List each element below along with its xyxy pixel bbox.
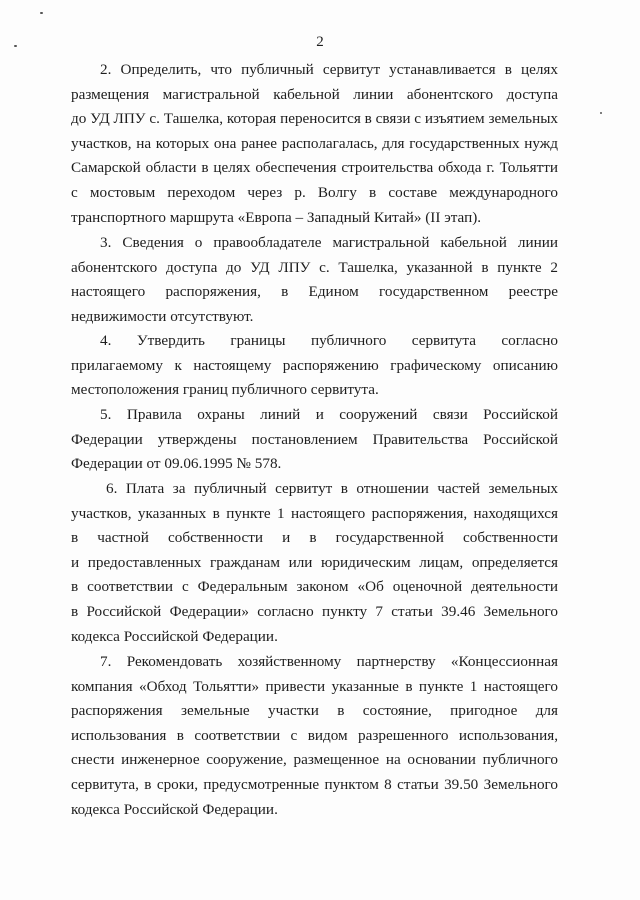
text-line: прилагаемому к настоящему распоряжению графическому описанию <box>71 356 558 374</box>
text-line: размещения магистральной кабельной линии абонентского доступа <box>71 85 558 103</box>
scan-speck <box>40 12 43 14</box>
text-line: 4. Утвердить границы публичного сервитута согласно <box>100 332 558 349</box>
text-line: распоряжения земельные участки в состояние, пригодное для <box>71 702 558 720</box>
text-line: сервитута, в сроки, предусмотренные пунктом 8 статьи 39.50 Земельного <box>71 775 558 793</box>
text-line: компания «Обход Тольятти» привести указанные в пункте 1 настоящего <box>71 677 558 695</box>
text-line: с мостовым переходом через р. Волгу в составе международного <box>71 183 558 201</box>
text-line: 3. Сведения о правообладателе магистральной кабельной линии <box>100 234 558 251</box>
text-line: в соответствии с Федеральным законом «Об оценочной деятельности <box>71 578 558 596</box>
text-line: настоящего распоряжения, в Едином государственном реестре <box>71 283 558 301</box>
paragraph-7 <box>71 650 558 822</box>
text-line: кодекса Российской Федерации. <box>71 627 278 645</box>
text-line: использования в соответствии с видом разрешенного использования, <box>71 726 558 744</box>
text-line: местоположения границ публичного сервитута. <box>71 381 379 399</box>
text-line: 6. Плата за публичный сервитут в отношении частей земельных <box>106 480 558 497</box>
paragraph-3 <box>71 231 558 329</box>
text-line: Самарской области в целях обеспечения строительства обхода г. Тольятти <box>71 159 558 177</box>
text-line: транспортного маршрута «Европа – Западный Китай» (II этап). <box>71 208 482 226</box>
text-line: кодекса Российской Федерации. <box>71 800 278 818</box>
scan-speck <box>600 112 602 114</box>
paragraph-2 <box>71 58 558 230</box>
paragraph-6 <box>71 477 558 649</box>
paragraph-4 <box>71 329 558 403</box>
paragraph-5 <box>71 403 558 477</box>
text-line: снести инженерное сооружение, размещенное на основании публичного <box>71 751 558 769</box>
text-line: в частной собственности и в государственной собственности <box>71 529 558 547</box>
text-line: и предоставленных гражданам или юридическим лицам, определяется <box>71 553 558 571</box>
text-line: 5. Правила охраны линий и сооружений связи Российской <box>100 406 558 423</box>
text-line: недвижимости отсутствуют. <box>71 307 254 325</box>
text-line: Федерации от 09.06.1995 № 578. <box>71 455 282 473</box>
page-number: 2 <box>316 34 324 50</box>
text-line: участков, на которых она ранее располагалась, для государственных нужд <box>71 134 558 152</box>
text-line: участков, указанных в пункте 1 настоящего распоряжения, находящихся <box>71 504 558 522</box>
text-line: 7. Рекомендовать хозяйственному партнерству «Концессионная <box>100 653 558 670</box>
text-line: абонентского доступа до УД ЛПУ с. Ташелка, указанной в пункте 2 <box>71 258 558 276</box>
text-line: в Российской Федерации» согласно пункту 7 статьи 39.46 Земельного <box>71 602 558 620</box>
text-line: Федерации утверждены постановлением Правительства Российской <box>71 430 558 448</box>
text-line: до УД ЛПУ с. Ташелка, которая переносится в связи с изъятием земельных <box>71 110 558 128</box>
text-line: 2. Определить, что публичный сервитут устанавливается в целях <box>100 61 558 78</box>
